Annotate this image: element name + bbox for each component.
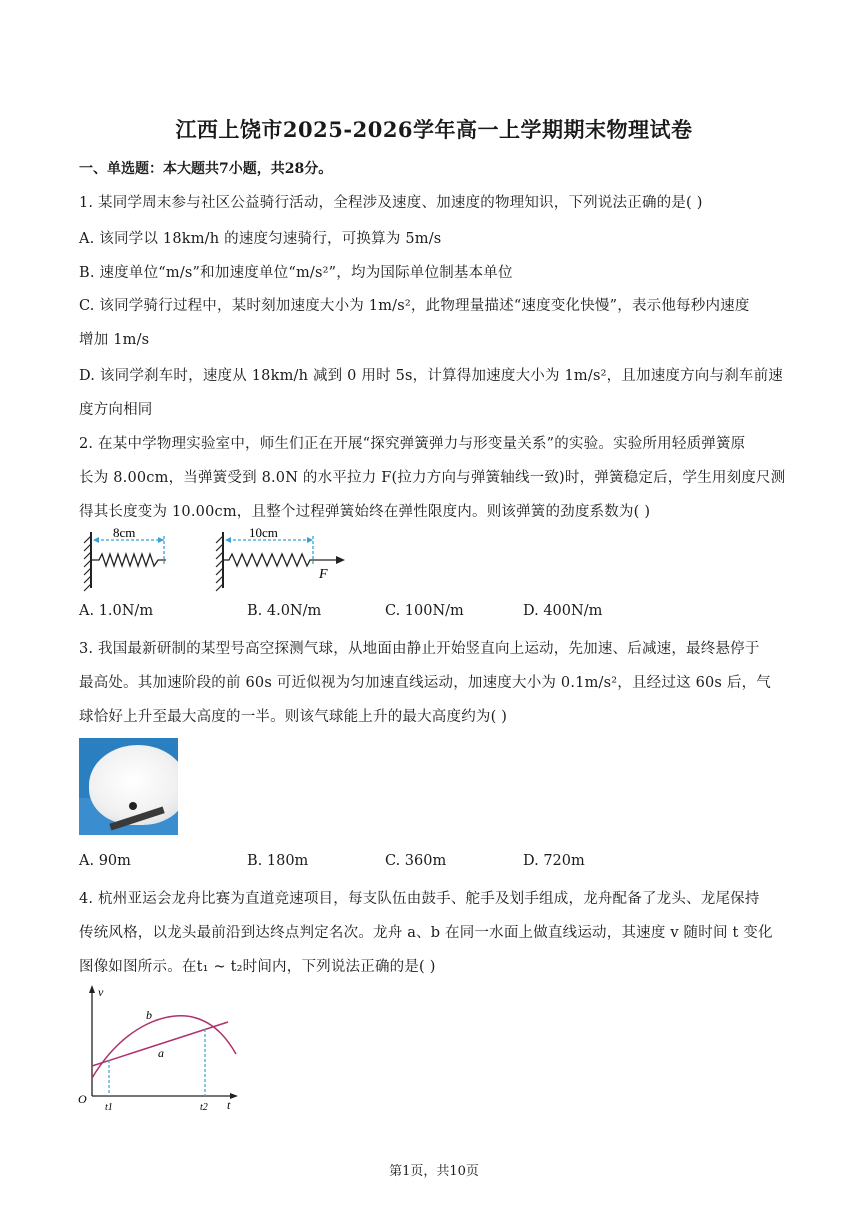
force-arrow — [336, 556, 345, 564]
balloon-payload — [129, 802, 137, 810]
q3-stem-line3: 球恰好上升至最大高度的一半。则该气球能上升的最大高度约为( ) — [79, 709, 508, 725]
q3-option-c: C. 360m — [385, 853, 447, 869]
right-dim-arrow-l — [225, 537, 231, 543]
right-length-label: 10cm — [249, 525, 278, 540]
balloon-photo — [79, 738, 178, 835]
left-wall-hatch — [84, 536, 91, 591]
left-length-label: 8cm — [113, 525, 136, 540]
q2-stem-line2: 长为 8.00cm，当弹簧受到 8.0N 的水平拉力 F(拉力方向与弹簧轴线一致)时，弹簧稳定后，学生用刻度尺测 — [79, 470, 786, 486]
q1-stem: 1. 某同学周末参与社区公益骑行活动，全程涉及速度、加速度的物理知识，下列说法正确的是( ) — [79, 195, 703, 211]
q2-option-c: C. 100N/m — [385, 603, 464, 619]
t2-label: t2 — [200, 1102, 208, 1113]
t-axis-arrow — [230, 1093, 238, 1099]
curve-b — [92, 1016, 236, 1078]
q1-option-d-cont: 度方向相同 — [79, 402, 153, 418]
page-footer: 第1页，共10页 — [389, 1164, 479, 1179]
q3-option-d: D. 720m — [523, 853, 585, 869]
q3-stem-line1: 3. 我国最新研制的某型号高空探测气球，从地面由静止开始竖直向上运动，先加速、后减速，最终悬停于 — [79, 641, 760, 657]
t1-label: t1 — [105, 1102, 113, 1113]
q3-options — [79, 853, 791, 873]
q2-options — [79, 603, 791, 623]
line-a-label: a — [158, 1046, 164, 1060]
vt-graph — [76, 982, 246, 1114]
left-spring — [91, 554, 166, 566]
q1-option-b: B. 速度单位“m/s”和加速度单位“m/s²”，均为国际单位制基本单位 — [79, 265, 513, 281]
right-spring — [223, 554, 315, 566]
origin-label: O — [78, 1092, 87, 1106]
q2-stem-line1: 2. 在某中学物理实验室中，师生们正在开展“探究弹簧弹力与形变量关系”的实验。实验所用轻质弹簧原 — [79, 436, 746, 452]
spring-figure — [79, 522, 359, 594]
q4-stem-line1: 4. 杭州亚运会龙舟比赛为直道竞速项目，每支队伍由鼓手、舵手及划手组成，龙舟配备了龙头、龙尾保持 — [79, 891, 760, 907]
q2-option-b: B. 4.0N/m — [247, 603, 322, 619]
q3-option-b: B. 180m — [247, 853, 309, 869]
q2-stem-line3: 得其长度变为 10.00cm，且整个过程弹簧始终在弹性限度内。则该弹簧的劲度系数为( ) — [79, 504, 651, 520]
q4-stem-line3: 图像如图所示。在t₁ ~ t₂时间内，下列说法正确的是( ) — [79, 959, 436, 975]
q1-option-a: A. 该同学以 18km/h 的速度匀速骑行，可换算为 5m/s — [79, 231, 442, 247]
left-dim-arrow-r — [158, 537, 164, 543]
section-heading: 一、单选题：本大题共7小题，共28分。 — [79, 161, 333, 177]
q1-option-d: D. 该同学刹车时，速度从 18km/h 减到 0 用时 5s，计算得加速度大小为 1m/s²，且加速度方向与刹车前速 — [79, 368, 783, 384]
v-axis-label: v — [98, 985, 104, 999]
right-wall-hatch — [216, 536, 223, 591]
v-axis-arrow — [89, 985, 95, 993]
curve-b-label: b — [146, 1008, 152, 1022]
force-label: F — [319, 567, 328, 582]
left-dim-arrow-l — [93, 537, 99, 543]
q3-option-a: A. 90m — [79, 853, 131, 869]
q2-option-a: A. 1.0N/m — [79, 603, 154, 619]
t-axis-label: t — [227, 1098, 231, 1112]
right-dim-arrow-r — [307, 537, 313, 543]
q3-stem-line2: 最高处。其加速阶段的前 60s 可近似视为匀加速直线运动，加速度大小为 0.1m/s²，且经过这 60s 后，气 — [79, 675, 771, 691]
q1-option-c: C. 该同学骑行过程中，某时刻加速度大小为 1m/s²，此物理量描述“速度变化快慢”，表示他每秒内速度 — [79, 298, 750, 314]
page-title: 江西上饶市2025-2026学年高一上学期期末物理试卷 — [175, 117, 693, 142]
q2-option-d: D. 400N/m — [523, 603, 603, 619]
q1-option-c-cont: 增加 1m/s — [79, 332, 150, 348]
q4-stem-line2: 传统风格，以龙头最前沿到达终点判定名次。龙舟 a、b 在同一水面上做直线运动，其速度 v 随时间 t 变化 — [79, 925, 773, 941]
